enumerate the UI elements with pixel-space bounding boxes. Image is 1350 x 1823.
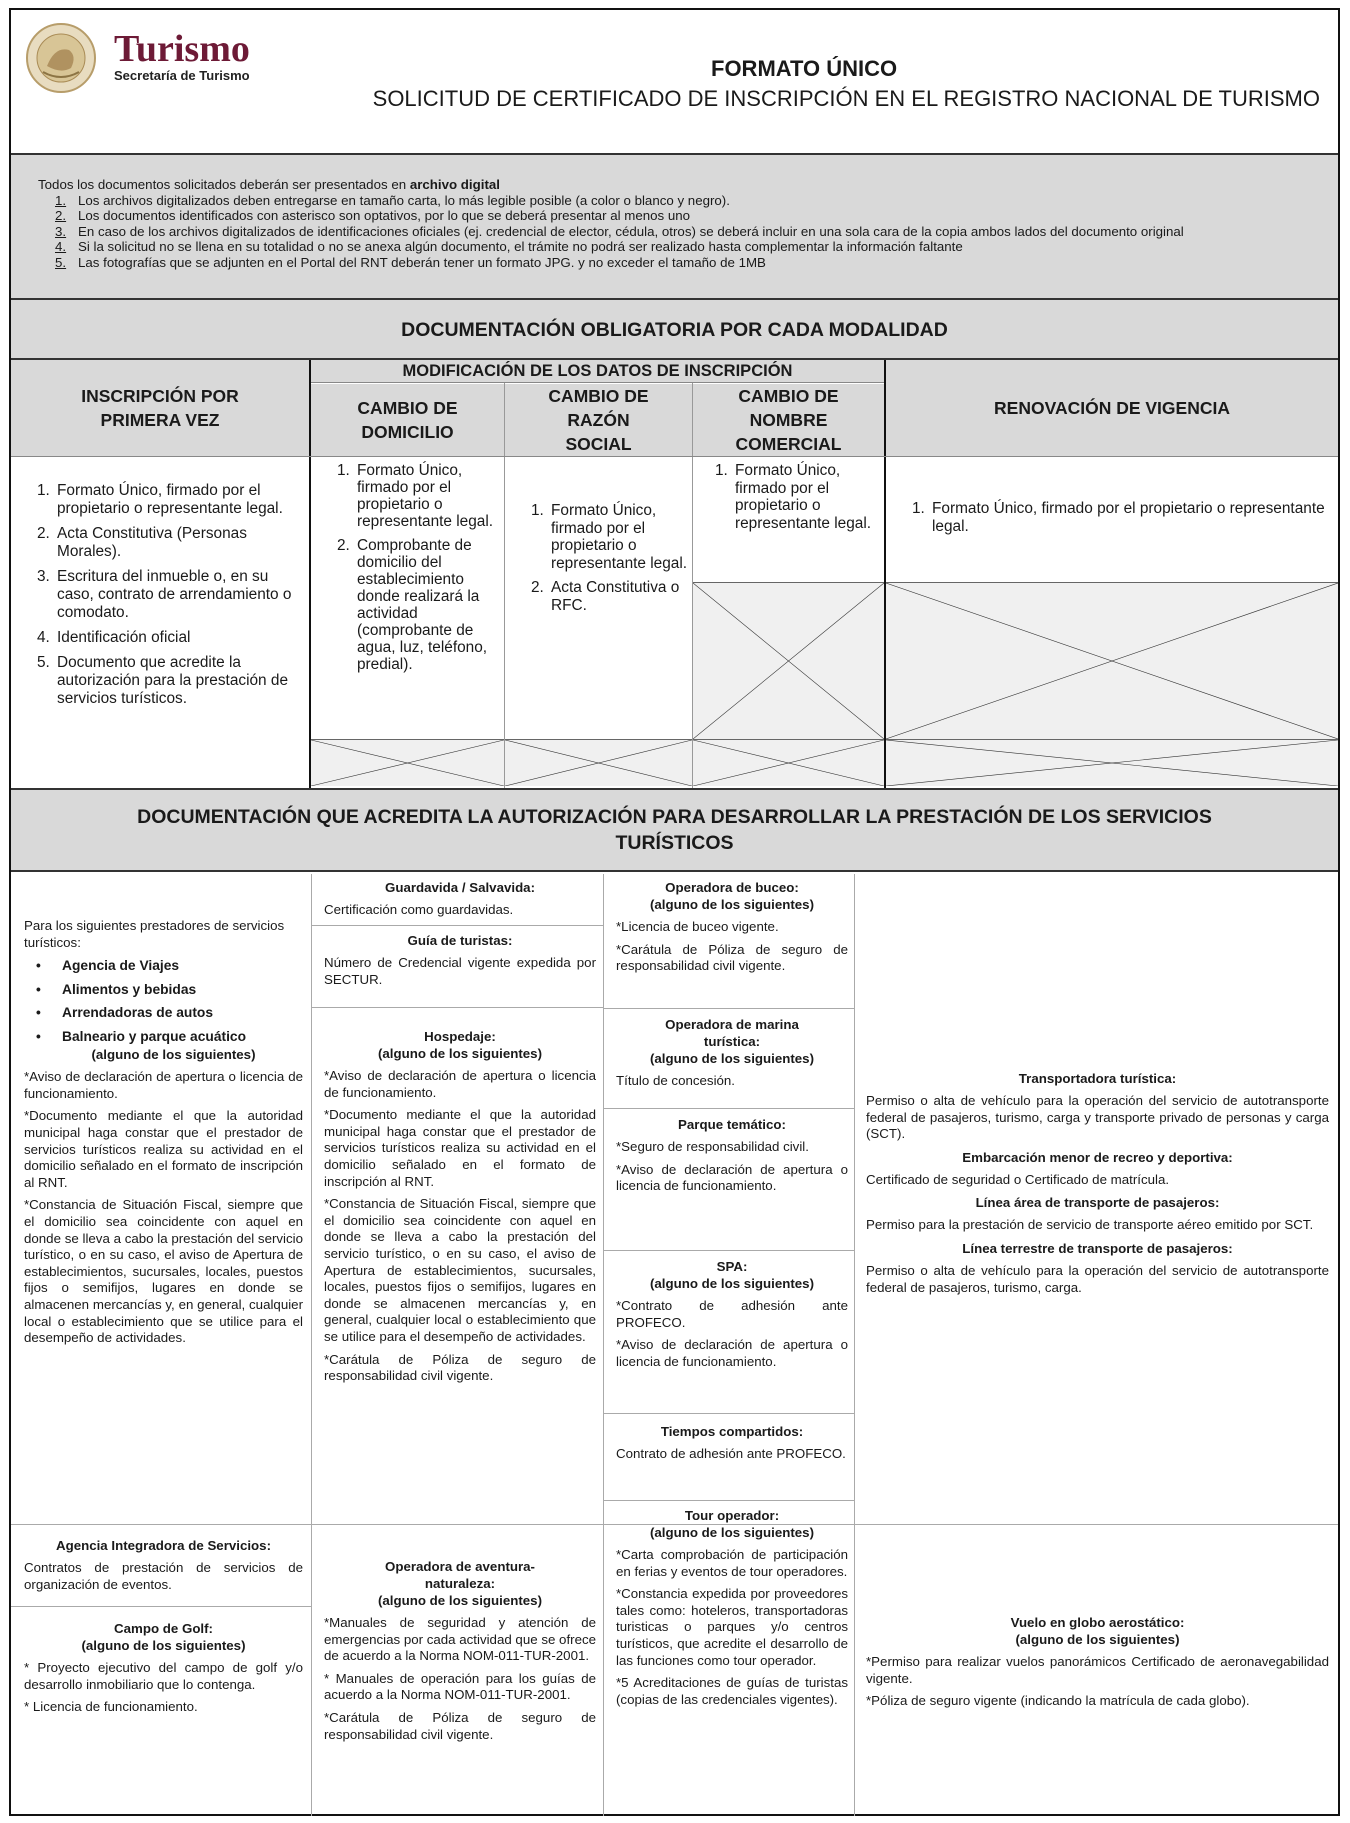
instruction-text: Los archivos digitalizados deben entregarse en tamaño carta, lo más legible posible (a color o blanco y negro). [78, 192, 730, 208]
requirement-item [527, 502, 697, 572]
general-qualifier: (alguno de los siguientes) [91, 1047, 256, 1063]
instruction-text: Los documentos identificados con asterisco son optativos, por lo que se deberá presentar al menos uno [78, 208, 691, 223]
divider [504, 382, 505, 788]
not-applicable-cell [311, 739, 504, 786]
requirement-item [33, 629, 301, 647]
divider [603, 1008, 854, 1009]
block-campo-golf [24, 1620, 303, 1716]
golf-qualifier: (alguno de los siguientes) [81, 1638, 246, 1653]
requirement-text: Documento que acredite la autorización para la prestación de servicios turísticos. [57, 654, 289, 707]
requirement-text: Escritura del inmueble o, en su caso, contrato de arrendamiento o comodato. [57, 568, 292, 621]
service-type-bullet: • Balneario y parque acuático [24, 1025, 303, 1049]
requirement-paragraph: * Licencia de funcionamiento. [24, 1699, 198, 1715]
requirement-paragraph: *Manuales de seguridad y atención de emergencias por cada actividad que se ofrece de acuerdo a la Norma NOM-011-TUR-2001. [324, 1615, 597, 1664]
transport-category-title: Línea área de transporte de pasajeros: [975, 1195, 1220, 1211]
instruction-text: Las fotografías que se adjunten en el Portal del RNT deberán tener un formato JPG. y no exceder el tamaño de 1MB [78, 254, 766, 270]
instruction-number: 4. [55, 239, 67, 254]
divider [311, 382, 884, 383]
requirement-paragraph: Número de Credencial vigente expedida por SECTUR. [324, 955, 596, 987]
tiempos-title: Tiempos compartidos: [660, 1424, 804, 1439]
requirement-paragraph: *Carátula de Póliza de seguro de responsabilidad civil vigente. [616, 941, 848, 974]
requirement-paragraph: *Aviso de declaración de apertura o licencia de funcionamiento. [616, 1161, 848, 1194]
nombre-comercial-requirements [711, 462, 881, 539]
requirement-number: 1. [912, 500, 925, 517]
requirement-number: 3. [37, 568, 50, 585]
not-applicable-cell [886, 739, 1338, 786]
transport-category-text: Permiso para la prestación de servicio de transporte aéreo emitido por SCT. [866, 1217, 1314, 1233]
buceo-title: Operadora de buceo: [665, 880, 799, 895]
requirement-text: Formato Único, firmado por el propietario o representante legal. [735, 462, 872, 532]
col-header-primera-vez: INSCRIPCIÓN POR PRIMERA VEZ [11, 360, 309, 456]
requirement-number: 1. [337, 462, 350, 479]
instruction-number: 5. [55, 254, 67, 270]
block-guardavida [324, 879, 596, 919]
parque-title: Parque temático: [678, 1117, 786, 1132]
renovacion-requirements [908, 500, 1328, 543]
requirement-number: 5. [37, 654, 50, 671]
agencia-title: Agencia Integradora de Servicios: [55, 1538, 272, 1553]
marina-qualifier: (alguno de los siguientes) [649, 1051, 814, 1066]
block-buceo [616, 879, 848, 975]
instruction-item [38, 224, 1338, 240]
divider [603, 1413, 854, 1414]
not-applicable-cell [693, 582, 884, 739]
divider [603, 1250, 854, 1251]
requirement-item [33, 654, 301, 708]
requirement-paragraph: Título de concesión. [616, 1073, 736, 1088]
requirement-number: 2. [531, 579, 544, 596]
requirement-item [908, 500, 1328, 536]
intro-bold: archivo digital [409, 177, 500, 192]
requirement-item [333, 462, 503, 530]
group-header-modificacion: MODIFICACIÓN DE LOS DATOS DE INSCRIPCIÓN [311, 360, 884, 382]
guardavida-title: Guardavida / Salvavida: [384, 880, 536, 895]
transport-category-text: Permiso o alta de vehículo para la operación del servicio de autotransporte federal de pasajeros, turismo, carga. [866, 1262, 1329, 1295]
block-tiempos-compartidos [616, 1423, 848, 1463]
requirement-item [527, 579, 697, 614]
requirement-text: Acta Constitutiva o RFC. [551, 579, 680, 614]
requirement-paragraph: * Manuales de operación para los guías de acuerdo a la Norma NOM-011-TUR-2001. [324, 1670, 596, 1703]
block-transporte [866, 1070, 1329, 1296]
requirement-text: Identificación oficial [57, 629, 191, 646]
instruction-item [38, 193, 1338, 209]
instruction-text: En caso de los archivos digitalizados de identificaciones oficiales (ej. credencial de elector, cédula, otros) se deberá incluir en una sola cara de la copia ambos lados del documento original [78, 223, 1184, 239]
block-marina [616, 1016, 848, 1090]
col-header-domicilio: CAMBIO DE DOMICILIO [311, 384, 504, 456]
requirement-text: Acta Constitutiva (Personas Morales). [57, 525, 247, 560]
requirement-paragraph: * Proyecto ejecutivo del campo de golf y/o desarrollo inmobiliario que lo contenga. [24, 1660, 303, 1692]
requirement-paragraph: *Documento mediante el que la autoridad municipal haga constar que el prestador de servicios turísticos realiza su actividad en el domicilio señalado en el formato de inscripción al RNT. [24, 1108, 303, 1190]
instruction-number: 3. [55, 223, 67, 239]
requirement-item [711, 462, 881, 532]
not-applicable-cell [886, 582, 1338, 739]
requirement-paragraph: *Póliza de seguro vigente (indicando la matrícula de cada globo). [866, 1693, 1250, 1709]
instruction-number: 2. [55, 208, 67, 223]
requirement-paragraph: *Carátula de Póliza de seguro de responsabilidad civil vigente. [324, 1351, 596, 1384]
service-type-bullet: • Arrendadoras de autos [24, 1001, 303, 1025]
divider [603, 1108, 854, 1109]
logo-subtitle: Secretaría de Turismo [114, 68, 250, 83]
block-parque-tematico [616, 1116, 848, 1195]
requirement-text: Formato Único, firmado por el propietario o representante legal. [357, 462, 494, 530]
requirement-paragraph: *Aviso de declaración de apertura o licencia de funcionamiento. [616, 1337, 848, 1369]
not-applicable-cell [693, 739, 884, 786]
hospedaje-title: Hospedaje: [424, 1029, 496, 1044]
logo-title: Turismo [114, 28, 250, 70]
divider [11, 1606, 311, 1607]
buceo-qualifier: (alguno de los siguientes) [649, 897, 814, 912]
block-vuelo-globo [866, 1614, 1329, 1710]
requirement-number: 1. [531, 502, 544, 519]
requirement-number: 4. [37, 629, 50, 646]
requirement-text: Formato Único, firmado por el propietario o representante legal. [57, 482, 283, 517]
block-general-prestadores [24, 918, 303, 1347]
instruction-number: 1. [55, 192, 67, 208]
transport-category-text: Permiso o alta de vehículo para la operación del servicio de autotransporte federal de pasajeros, turismo, carga y transporte privado de personas y carga (SCT). [866, 1093, 1329, 1142]
section-obligatoria-title: DOCUMENTACIÓN OBLIGATORIA POR CADA MODALIDAD [11, 300, 1338, 360]
requirement-paragraph: *Carátula de Póliza de seguro de responsabilidad civil vigente. [324, 1709, 596, 1742]
requirement-paragraph: Contrato de adhesión ante PROFECO. [616, 1446, 846, 1461]
form-title: FORMATO ÚNICO [711, 56, 898, 81]
requirement-paragraph: *Documento mediante el que la autoridad municipal haga constar que el prestador de servicios turísticos realiza su actividad en el domicilio señalado en el formato de inscripción al RNT. [324, 1107, 596, 1189]
instructions-list [38, 193, 1338, 271]
requirement-paragraph: *Permiso para realizar vuelos panorámicos Certificado de aeronavegabilidad vigente. [866, 1654, 1329, 1686]
requirement-paragraph: *Constancia expedida por proveedores tales como: hoteleros, transportadoras turisticas o parques y/o centros turísticos, que acredite el desarrollo de las funciones como tour operador. [616, 1586, 848, 1668]
requirement-paragraph: *5 Acreditaciones de guías de turistas (copias de las credenciales vigentes). [616, 1675, 848, 1707]
requirement-paragraph: *Licencia de buceo vigente. [616, 919, 779, 934]
tour-title: Tour operador: [684, 1508, 780, 1523]
globo-title: Vuelo en globo aerostático: [1010, 1615, 1185, 1630]
instruction-item [38, 208, 1338, 224]
form-header [11, 10, 1338, 155]
primera-vez-requirements [33, 482, 301, 715]
marina-title: Operadora de marina turística: [665, 1017, 799, 1049]
aventura-title: Operadora de aventura-naturaleza: [384, 1559, 535, 1591]
requirement-paragraph: *Aviso de declaración de apertura o licencia de funcionamiento. [24, 1069, 303, 1101]
col-header-nombre-comercial: CAMBIO DE NOMBRE COMERCIAL [693, 384, 884, 456]
divider [311, 1007, 603, 1008]
col-header-renovacion: RENOVACIÓN DE VIGENCIA [886, 360, 1338, 456]
section-autorizacion-title: DOCUMENTACIÓN QUE ACREDITA LA AUTORIZACIÓN PARA DESARROLLAR LA PRESTACIÓN DE LOS SERVICIOS TURÍSTICOS [11, 788, 1338, 872]
requirement-paragraph: *Constancia de Situación Fiscal, siempre que el domicilio sea coincidente con aquel en donde se lleva a cabo la prestación del servicio turístico, o en su caso, el aviso de Apertura de establecimientos, sucursales, locales, puestos fijos o semifijos, lugares en donde se almacenen mercancías y, en general, cualquier local o establecimiento que se utilice para el desempeño de actividades. [24, 1197, 303, 1346]
golf-title: Campo de Golf: [114, 1621, 213, 1636]
razon-social-requirements [527, 502, 697, 621]
requirement-number: 1. [715, 462, 728, 479]
modalidades-table [11, 360, 1338, 788]
requirement-text: Formato Único, firmado por el propietario o representante legal. [551, 502, 688, 572]
service-type-bullet: • Alimentos y bebidas [24, 978, 303, 1002]
not-applicable-cell [505, 739, 692, 786]
transport-category-title: Transportadora turística: [1018, 1071, 1177, 1086]
hospedaje-qualifier: (alguno de los siguientes) [377, 1046, 542, 1061]
requirement-paragraph: *Aviso de declaración de apertura o licencia de funcionamiento. [324, 1068, 596, 1100]
instruction-item [38, 239, 1338, 255]
transport-category-title: Embarcación menor de recreo y deportiva: [962, 1149, 1233, 1165]
requirement-item [333, 537, 503, 673]
divider [603, 874, 604, 1816]
divider [603, 1500, 854, 1501]
divider [311, 925, 603, 926]
requirement-paragraph: Contratos de prestación de servicios de organización de eventos. [24, 1560, 303, 1592]
block-aventura [324, 1558, 596, 1743]
requirement-item [33, 525, 301, 561]
requirement-number: 2. [337, 537, 350, 554]
form-subtitle: SOLICITUD DE CERTIFICADO DE INSCRIPCIÓN EN EL REGISTRO NACIONAL DE TURISMO [372, 86, 1320, 111]
requirement-paragraph: Certificación como guardavidas. [324, 902, 514, 917]
instructions-box [11, 155, 1338, 300]
spa-qualifier: (alguno de los siguientes) [649, 1276, 814, 1291]
domicilio-requirements [333, 462, 503, 680]
requirement-number: 1. [37, 482, 50, 499]
transport-category-title: Línea terrestre de transporte de pasajeros: [962, 1240, 1233, 1256]
guia-title: Guía de turistas: [407, 933, 513, 948]
block-spa [616, 1258, 848, 1370]
requirement-text: Comprobante de domicilio del establecimiento donde realizará la actividad (comprobante de agua, luz, teléfono, predial). [357, 537, 488, 673]
general-bullets [24, 954, 303, 1048]
requirement-item [33, 482, 301, 518]
tour-qualifier: (alguno de los siguientes) [649, 1525, 814, 1540]
globo-qualifier: (alguno de los siguientes) [1015, 1632, 1180, 1647]
divider [309, 360, 311, 788]
requirement-paragraph: *Seguro de responsabilidad civil. [616, 1139, 809, 1154]
mexico-seal-logo [25, 22, 97, 94]
instruction-text: Si la solicitud no se llena en su totalidad o no se anexa algún documento, el trámite no podrá ser realizado hasta complementar la información faltante [78, 239, 963, 254]
block-agencia-integradora [24, 1537, 303, 1593]
general-intro: Para los siguientes prestadores de servicios turísticos: [24, 918, 285, 950]
form-page [9, 8, 1340, 1816]
service-type-bullet: • Agencia de Viajes [24, 954, 303, 978]
spa-title: SPA: [716, 1259, 748, 1274]
block-guia-turistas [324, 932, 596, 988]
aventura-qualifier: (alguno de los siguientes) [377, 1593, 542, 1608]
requirement-paragraph: *Constancia de Situación Fiscal, siempre que el domicilio sea coincidente con aquel en donde se lleva a cabo la prestación del servicio turístico, o en su caso, el aviso de Apertura de establecimientos, sucursales, locales, puestos fijos o semifijos, lugares en donde se almacenen mercancías y, en general, cualquier local o establecimiento que se utilice para el desempeño de actividades. [324, 1196, 596, 1344]
requirement-paragraph: *Carta comprobación de participación en ferias y eventos de tour operadores. [616, 1547, 848, 1579]
divider [854, 874, 855, 1816]
col-header-razon-social: CAMBIO DE RAZÓN SOCIAL [505, 384, 692, 456]
instruction-item [38, 255, 1338, 271]
requirement-number: 2. [37, 525, 50, 542]
block-tour-operador [616, 1507, 848, 1708]
block-hospedaje [324, 1028, 596, 1385]
transport-category-text: Certificado de seguridad o Certificado de matrícula. [866, 1171, 1170, 1187]
requirement-text: Formato Único, firmado por el propietario o representante legal. [932, 500, 1325, 535]
requirement-item [33, 568, 301, 622]
divider [311, 874, 312, 1816]
requirement-paragraph: *Contrato de adhesión ante PROFECO. [616, 1298, 848, 1330]
divider [11, 456, 1338, 457]
instructions-intro: Todos los documentos solicitados deberán ser presentados en archivo digital [38, 177, 500, 192]
